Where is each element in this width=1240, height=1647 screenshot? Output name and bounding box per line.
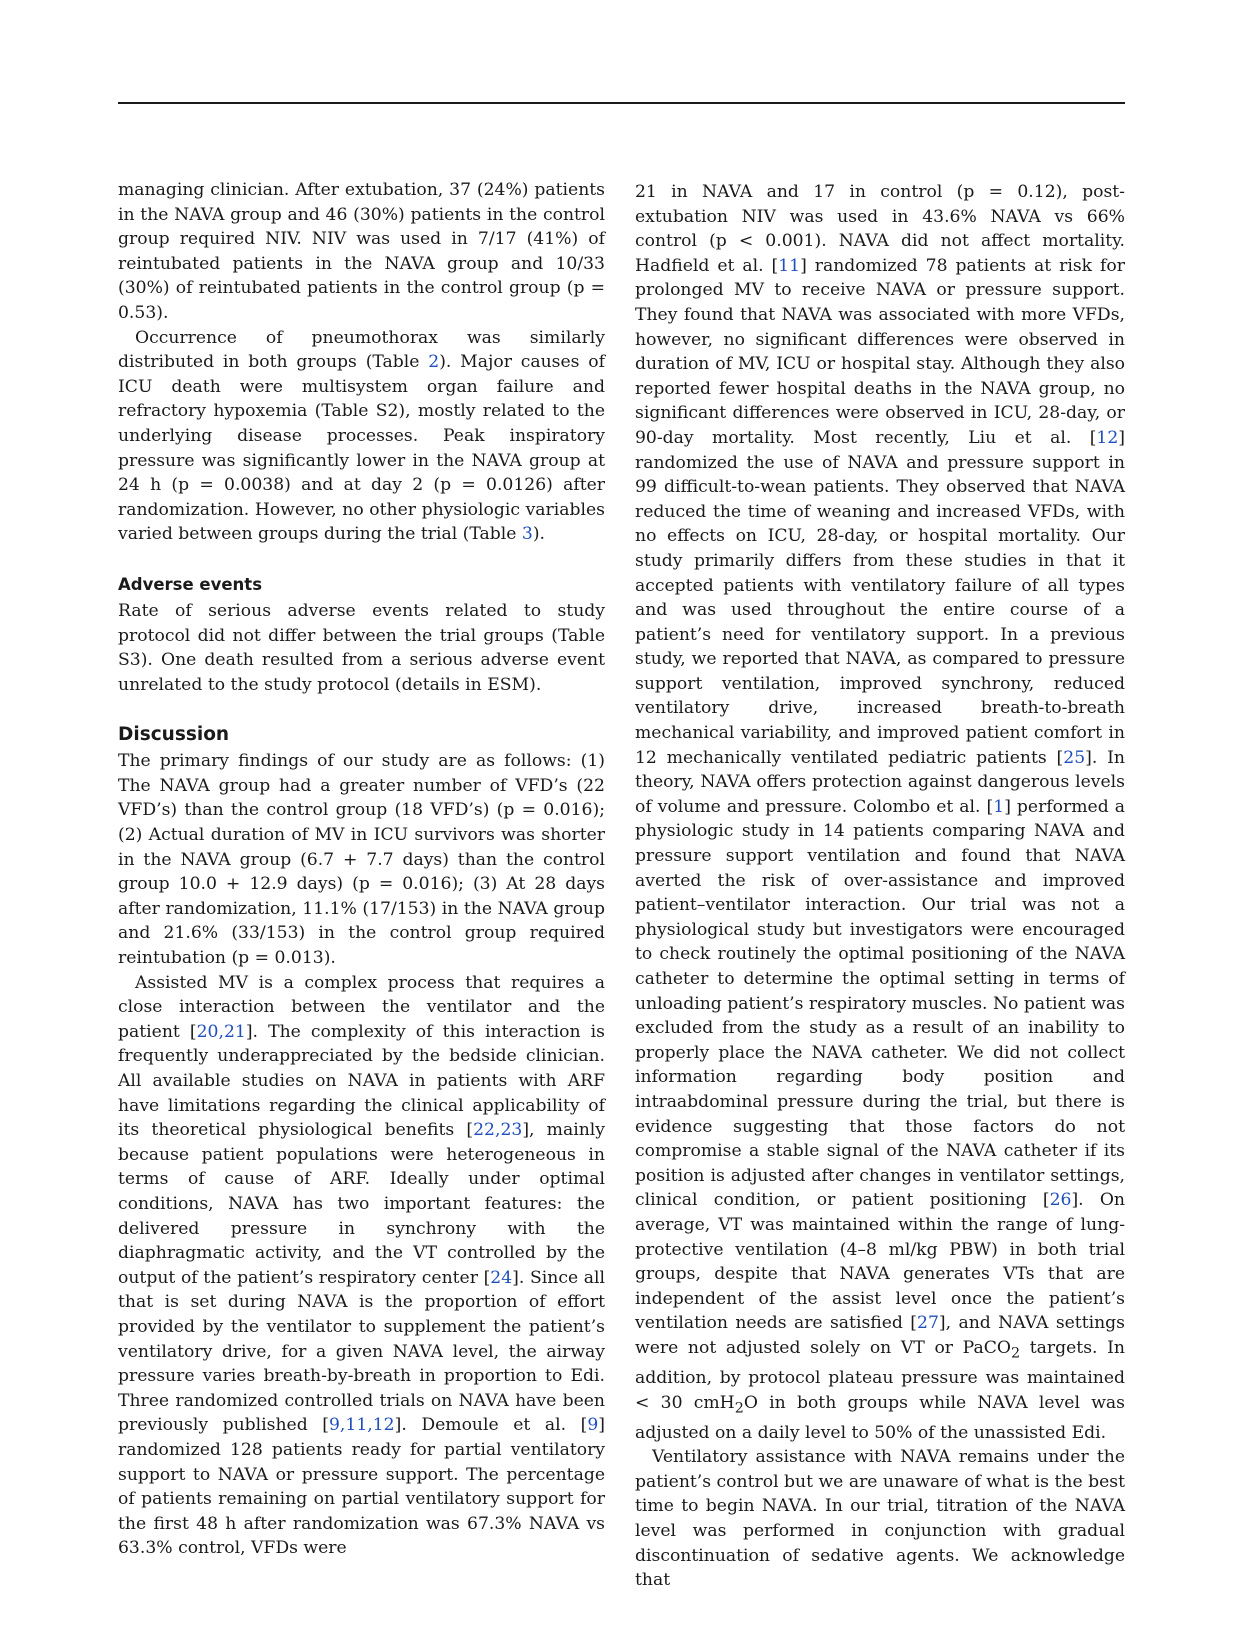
citation-link[interactable]: 9,11,12 [329, 1415, 395, 1436]
section-heading: Adverse events [118, 574, 263, 594]
citation-link[interactable]: 20,21 [196, 1021, 246, 1042]
right-column [635, 180, 1125, 1593]
paragraph: managing clinician. After extubation, 37 (24%) patients in the NAVA group and 46 (30%) patients in the control group required NIV. NIV was used in 7/17 (41%) of reintubated patients in the NAVA group and 10/33 (30%) of reintubated patients in the control group (p = 0.53). [118, 180, 605, 323]
citation-link[interactable]: 22,23 [473, 1120, 523, 1141]
paragraph: Assisted MV is a complex process that requires a close interaction between the ventilator and the patient [20,21]. The complexity of this interaction is frequently underappreciated by the bedside clinician. All available studies on NAVA in patients with ARF have limitations regarding the clinical applicability of its theoretical physiological benefits [22,23], mainly because patient populations were heterogeneous in terms of cause of ARF. Ideally under optimal conditions, NAVA has two important features: the delivered pressure in synchrony with the diaphragmatic activity, and the VT controlled by the output of the patient’s respiratory center [24]. Since all that is set during NAVA is the proportion of effort provided by the ventilator to supplement the patient’s ventilatory drive, for a given NAVA level, the airway pressure varies breath-by-breath in proportion to Edi. Three randomized controlled trials on NAVA have been previously published [9,11,12]. Demoule et al. [9] randomized 128 patients ready for partial ventilatory support to NAVA or pressure support. The percentage of patients remaining on partial ventilatory support for the first 48 h after randomization was 67.3% NAVA vs 63.3% control, VFDs were [118, 972, 606, 1559]
paragraph: Ventilatory assistance with NAVA remains under the patient’s control but we are unaware of what is the best time to begin NAVA. In our trial, titration of the NAVA level was performed in conjunction with gradual discontinuation of sedative agents. We acknowledge that [635, 1447, 1125, 1591]
paragraph: Rate of serious adverse events related to study protocol did not differ between the trial groups (Table S3). One death resulted from a serious adverse event unrelated to the study protocol (details in ESM). [118, 600, 605, 695]
section-heading: Discussion [118, 724, 230, 746]
left-column [118, 178, 605, 1561]
citation-link[interactable]: 25 [1063, 747, 1086, 768]
paragraph: The primary findings of our study are as follows: (1) The NAVA group had a greater number of VFD’s (22 VFD’s) than the control group (18 VFD’s) (p = 0.016); (2) Actual duration of MV in ICU survivors was shorter in the NAVA group (6.7 + 7.7 days) than the control group 10.0 + 12.9 days) (p = 0.016); (3) At 28 days after randomization, 11.1% (17/153) in the NAVA group and 21.6% (33/153) in the control group required reintubation (p = 0.013). [118, 751, 605, 969]
citation-link[interactable]: 1 [993, 796, 1005, 817]
subscript: 2 [734, 1399, 744, 1416]
citation-link[interactable]: 26 [1049, 1190, 1072, 1211]
citation-link[interactable]: 12 [1096, 427, 1119, 448]
paragraph: Occurrence of pneumothorax was similarly distributed in both groups (Table 2). Major causes of ICU death were multisystem organ failure and refractory hypoxemia (Table S2), mostly related to the underlying disease processes. Peak inspiratory pressure was significantly lower in the NAVA group at 24 h (p = 0.0038) and at day 2 (p = 0.0126) after randomization. However, no other physiologic variables varied between groups during the trial (Table 3). [118, 327, 606, 545]
header-rule [118, 102, 1125, 104]
citation-link[interactable]: 27 [917, 1313, 939, 1334]
table-link[interactable]: 3 [521, 524, 533, 545]
citation-link[interactable]: 9 [587, 1415, 599, 1436]
citation-link[interactable]: 24 [490, 1267, 513, 1288]
paragraph: 21 in NAVA and 17 in control (p = 0.12), post-extubation NIV was used in 43.6% NAVA vs 66% control (p < 0.001). NAVA did not affect mortality. Hadfield et al. [11] randomized 78 patients at risk for prolonged MV to receive NAVA or pressure support. They found that NAVA was associated with more VFDs, however, no significant differences were observed in duration of MV, ICU or hospital stay. Although they also reported fewer hospital deaths in the NAVA group, no significant differences were observed in ICU, 28-day, or 90-day mortality. Most recently, Liu et al. [12] randomized the use of NAVA and pressure support in 99 difficult-to-wean patients. They observed that NAVA reduced the time of weaning and increased VFDs, with no effects on ICU, 28-day, or hospital mortality. Our study primarily differs from these studies in that it accepted patients with ventilatory failure of all types and was used throughout the entire course of a patient’s need for ventilatory support. In a previous study, we reported that NAVA, as compared to pressure support ventilation, improved synchrony, reduced ventilatory drive, increased breath-to-breath mechanical variability, and improved patient comfort in 12 mechanically ventilated pediatric patients [25]. In theory, NAVA offers protection against dangerous levels of volume and pressure. Colombo et al. [1] performed a physiologic study in 14 patients comparing NAVA and pressure support ventilation and found that NAVA averted the risk of over-assistance and improved patient–ventilator interaction. Our trial was not a physiological study but investigators were encouraged to check routinely the optimal positioning of the NAVA catheter to determine the optimal setting in terms of unloading patient’s respiratory muscles. No patient was excluded from the study as a result of an inability to properly place the NAVA catheter. We did not collect information regarding body position and intraabdominal pressure during the trial, but there is evidence suggesting that those factors do not compromise a stable signal of the NAVA catheter if its position is adjusted after changes in ventilator settings, clinical condition, or patient positioning [26]. On average, VT was maintained within the range of lung-protective ventilation (4–8 ml/kg PBW) in both trial groups, despite that NAVA generates VTs that are independent of the assist level once the patient’s ventilation needs are satisfied [27], and NAVA settings were not adjusted solely on VT or PaCO$_2$ targets. In addition, by protocol plateau pressure was maintained < 30 cmH$_2$O in both groups while NAVA level was adjusted on a daily level to 50% of the unassisted Edi. [635, 182, 1126, 1443]
subscript: 2 [1010, 1345, 1021, 1362]
citation-link[interactable]: 11 [778, 255, 801, 276]
table-link[interactable]: 2 [428, 352, 440, 373]
